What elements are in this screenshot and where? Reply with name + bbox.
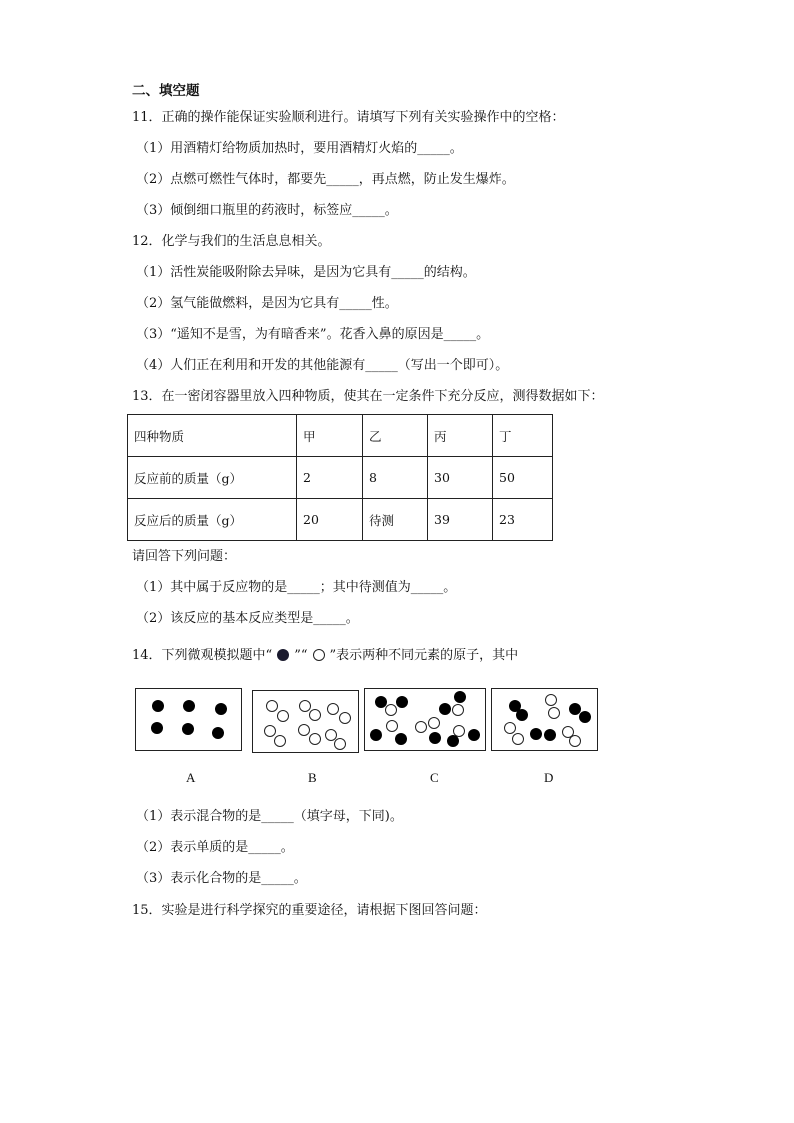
table-cell: 反应前的质量（g） [128, 457, 297, 499]
q14-stem-part1: 14．下列微观模拟题中“ [132, 648, 273, 663]
q14-stem-part2: ”“ [294, 648, 308, 663]
white-atom-icon [545, 694, 557, 706]
box-label-d: D [544, 770, 554, 785]
q12-item-3: （3）“遥知不是雪，为有暗香来”。花香入鼻的原因是_____。 [136, 327, 490, 342]
q13-item-2: （2）该反应的基本反应类型是_____。 [136, 611, 359, 626]
table-row [128, 457, 553, 499]
table-cell: 39 [428, 499, 493, 541]
q11-stem: 11．正确的操作能保证实验顺利进行。请填写下列有关实验操作中的空格： [132, 110, 565, 125]
q11-item-1: （1）用酒精灯给物质加热时，要用酒精灯火焰的_____。 [136, 141, 463, 156]
table-cell: 50 [493, 457, 553, 499]
q12-item-1: （1）活性炭能吸附除去异味，是因为它具有_____的结构。 [136, 265, 476, 280]
black-atom-icon [468, 729, 480, 741]
table-cell: 30 [428, 457, 493, 499]
black-atom-icon [182, 723, 194, 735]
box-label-b: B [308, 770, 317, 785]
black-atom-icon [396, 696, 408, 708]
black-atom-icon [579, 711, 591, 723]
black-atom-icon [516, 709, 528, 721]
black-atom-icon [544, 729, 556, 741]
q12-item-4: （4）人们正在利用和开发的其他能源有_____（写出一个即可）。 [136, 358, 509, 373]
section-title: 二、填空题 [132, 83, 200, 99]
q14-stem [132, 647, 518, 665]
box-label-a: A [186, 770, 196, 785]
table-cell: 8 [363, 457, 428, 499]
black-atom-icon [429, 732, 441, 744]
white-atom-icon [548, 707, 560, 719]
white-atom-icon [385, 704, 397, 716]
black-atom-icon [370, 729, 382, 741]
q14-item-1: （1）表示混合物的是_____（填字母，下同)。 [136, 809, 403, 824]
white-atom-icon [274, 735, 286, 747]
white-atom-icon [327, 703, 339, 715]
white-atom-icon [339, 712, 351, 724]
box-label-c: C [430, 770, 439, 785]
white-atom-icon [298, 724, 310, 736]
q11-item-2: （2）点燃可燃性气体时，都要先_____，再点燃，防止发生爆炸。 [136, 172, 515, 187]
table-header-row [128, 415, 553, 457]
black-atom-icon [454, 691, 466, 703]
particle-box-a [135, 688, 242, 751]
table-cell: 反应后的质量（g） [128, 499, 297, 541]
table-cell: 乙 [363, 415, 428, 457]
white-atom-icon [504, 722, 516, 734]
white-atom-icon [277, 710, 289, 722]
black-atom-icon [152, 700, 164, 712]
black-atom-icon [395, 733, 407, 745]
q14-item-3: （3）表示化合物的是_____。 [136, 871, 307, 886]
q14-item-2: （2）表示单质的是_____。 [136, 840, 294, 855]
white-atom-icon [264, 725, 276, 737]
black-atom-icon [530, 728, 542, 740]
q13-stem: 13．在一密闭容器里放入四种物质，使其在一定条件下充分反应，测得数据如下： [132, 389, 604, 404]
white-atom-icon [428, 717, 440, 729]
particle-box-d [491, 688, 598, 751]
q15-stem: 15．实验是进行科学探究的重要途径，请根据下图回答问题： [132, 903, 487, 918]
q13-data-table [127, 414, 553, 541]
q14-stem-part3: ”表示两种不同元素的原子，其中 [329, 648, 519, 663]
white-atom-icon [309, 733, 321, 745]
black-atom-icon [447, 735, 459, 747]
q11-item-3: （3）倾倒细口瓶里的药液时，标签应_____。 [136, 203, 398, 218]
table-row [128, 499, 553, 541]
black-atom-icon [439, 703, 451, 715]
q12-item-2: （2）氢气能做燃料，是因为它具有_____性。 [136, 296, 398, 311]
particle-box-c [364, 688, 486, 751]
black-atom-icon [212, 727, 224, 739]
table-cell: 23 [493, 499, 553, 541]
white-atom-icon [386, 720, 398, 732]
table-cell: 2 [297, 457, 363, 499]
table-cell: 丁 [493, 415, 553, 457]
black-atom-icon [151, 722, 163, 734]
white-atom-icon [452, 704, 464, 716]
white-atom-icon [512, 733, 524, 745]
table-cell: 丙 [428, 415, 493, 457]
table-cell: 20 [297, 499, 363, 541]
white-atom-icon [313, 649, 325, 661]
table-cell: 待测 [363, 499, 428, 541]
white-atom-icon [334, 738, 346, 750]
white-atom-icon [309, 709, 321, 721]
black-atom-icon [277, 649, 289, 661]
white-atom-icon [299, 700, 311, 712]
q12-stem: 12．化学与我们的生活息息相关。 [132, 234, 331, 249]
black-atom-icon [215, 703, 227, 715]
q13-item-1: （1）其中属于反应物的是_____；其中待测值为_____。 [136, 580, 457, 595]
particle-box-b [252, 690, 359, 753]
white-atom-icon [569, 735, 581, 747]
table-cell: 四种物质 [128, 415, 297, 457]
table-cell: 甲 [297, 415, 363, 457]
q13-prompt: 请回答下列问题： [132, 549, 237, 564]
black-atom-icon [183, 700, 195, 712]
white-atom-icon [415, 721, 427, 733]
white-atom-icon [266, 700, 278, 712]
